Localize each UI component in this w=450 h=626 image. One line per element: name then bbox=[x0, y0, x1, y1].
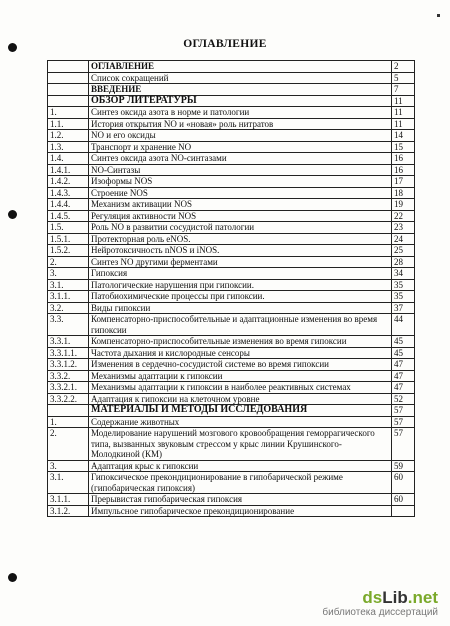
toc-page-number: 25 bbox=[392, 245, 415, 257]
toc-page-number: 11 bbox=[392, 107, 415, 119]
toc-page-number: 11 bbox=[392, 118, 415, 130]
toc-entry-text: Адаптация крыс к гипоксии bbox=[89, 460, 392, 472]
toc-page-number: 52 bbox=[392, 393, 415, 405]
toc-page-number: 5 bbox=[392, 72, 415, 84]
toc-page-number: 45 bbox=[392, 347, 415, 359]
toc-number: 1.4. bbox=[48, 153, 89, 165]
toc-row bbox=[48, 95, 415, 107]
toc-number bbox=[48, 95, 89, 107]
toc-row bbox=[48, 505, 415, 517]
toc-row bbox=[48, 153, 415, 165]
watermark-subtitle: библиотека диссертаций bbox=[322, 607, 438, 618]
toc-entry-text: МАТЕРИАЛЫ И МЕТОДЫ ИССЛЕДОВАНИЯ bbox=[89, 405, 392, 417]
toc-page-number: 57 bbox=[392, 405, 415, 417]
toc-number: 1.2. bbox=[48, 130, 89, 142]
toc-page-number: 15 bbox=[392, 141, 415, 153]
toc-row bbox=[48, 314, 415, 336]
toc-entry-text: Механизмы адаптации к гипоксии в наиболее реактивных системах bbox=[89, 382, 392, 394]
toc-row bbox=[48, 141, 415, 153]
toc-page-number: 16 bbox=[392, 153, 415, 165]
toc-page-number: 16 bbox=[392, 164, 415, 176]
toc-page-number: 45 bbox=[392, 336, 415, 348]
toc-page-number: 35 bbox=[392, 291, 415, 303]
toc-number bbox=[48, 405, 89, 417]
toc-row bbox=[48, 245, 415, 257]
toc-row bbox=[48, 199, 415, 211]
toc-entry-text: NO-Синтазы bbox=[89, 164, 392, 176]
toc-page-number: 57 bbox=[392, 428, 415, 461]
toc-row bbox=[48, 176, 415, 188]
toc-number: 1.3. bbox=[48, 141, 89, 153]
toc-number: 3.1. bbox=[48, 472, 89, 494]
toc-page-number: 17 bbox=[392, 176, 415, 188]
toc-row bbox=[48, 107, 415, 119]
toc-page-number: 60 bbox=[392, 472, 415, 494]
toc-number: 1.4.4. bbox=[48, 199, 89, 211]
toc-row bbox=[48, 416, 415, 428]
toc-entry-text: Механизм активации NOS bbox=[89, 199, 392, 211]
toc-row bbox=[48, 347, 415, 359]
toc-entry-text: Моделирование нарушений мозгового кровообращения геморрагического типа, вызванных звуковым стрессом у крыс линии Крушинского-Молодкиной (КМ) bbox=[89, 428, 392, 461]
toc-row bbox=[48, 233, 415, 245]
toc-page-number: 47 bbox=[392, 382, 415, 394]
toc-page-number: 24 bbox=[392, 233, 415, 245]
toc-number: 1.5.2. bbox=[48, 245, 89, 257]
toc-number bbox=[48, 61, 89, 73]
toc-row bbox=[48, 460, 415, 472]
toc-row bbox=[48, 118, 415, 130]
scan-mark bbox=[437, 14, 440, 17]
toc-entry-text: ВВЕДЕНИЕ bbox=[89, 84, 392, 96]
toc-entry-text: Виды гипоксии bbox=[89, 302, 392, 314]
toc-row bbox=[48, 393, 415, 405]
toc-entry-text: История открытия NO и «новая» роль нитратов bbox=[89, 118, 392, 130]
toc-number: 1. bbox=[48, 416, 89, 428]
toc-row bbox=[48, 164, 415, 176]
toc-page-number: 47 bbox=[392, 370, 415, 382]
toc-number: 3. bbox=[48, 460, 89, 472]
toc-entry-text: Регуляция активности NOS bbox=[89, 210, 392, 222]
toc-page-number: 44 bbox=[392, 314, 415, 336]
toc-entry-text: Гипоксия bbox=[89, 268, 392, 280]
toc-page-number: 14 bbox=[392, 130, 415, 142]
toc-page-number: 60 bbox=[392, 494, 415, 506]
toc-row bbox=[48, 370, 415, 382]
toc-entry-text: Протекторная роль eNOS. bbox=[89, 233, 392, 245]
toc-entry-text: Адаптация к гипоксии на клеточном уровне bbox=[89, 393, 392, 405]
toc-page-number: 37 bbox=[392, 302, 415, 314]
punch-hole bbox=[8, 573, 17, 582]
toc-row bbox=[48, 302, 415, 314]
toc-row bbox=[48, 61, 415, 73]
toc-row bbox=[48, 336, 415, 348]
dslib-logo: dsLib.net bbox=[362, 588, 438, 607]
toc-row bbox=[48, 84, 415, 96]
toc-entry-text: Механизмы адаптации к гипоксии bbox=[89, 370, 392, 382]
toc-page-number: 23 bbox=[392, 222, 415, 234]
toc-number: 3.3.1. bbox=[48, 336, 89, 348]
toc-page-number: 28 bbox=[392, 256, 415, 268]
toc-entry-text: Компенсаторно-приспособительные и адаптационные изменения во время гипоксии bbox=[89, 314, 392, 336]
toc-row bbox=[48, 130, 415, 142]
toc-number: 3.3.2.1. bbox=[48, 382, 89, 394]
toc-page-number: 11 bbox=[392, 95, 415, 107]
toc-entry-text: Патологические нарушения при гипоксии. bbox=[89, 279, 392, 291]
toc-entry-text: ОБЗОР ЛИТЕРАТУРЫ bbox=[89, 95, 392, 107]
toc-number: 3.1.1. bbox=[48, 291, 89, 303]
toc-row bbox=[48, 494, 415, 506]
toc-row bbox=[48, 291, 415, 303]
toc-number: 3.1.2. bbox=[48, 505, 89, 517]
toc-row bbox=[48, 428, 415, 461]
toc-entry-text: NO и его оксиды bbox=[89, 130, 392, 142]
toc-row bbox=[48, 210, 415, 222]
toc-page-number: 2 bbox=[392, 61, 415, 73]
toc-number: 3.3.2. bbox=[48, 370, 89, 382]
toc-entry-text: Содержание животных bbox=[89, 416, 392, 428]
toc-number: 3.1. bbox=[48, 279, 89, 291]
punch-hole bbox=[8, 210, 17, 219]
toc-entry-text: Строение NOS bbox=[89, 187, 392, 199]
toc-row bbox=[48, 187, 415, 199]
toc-row bbox=[48, 256, 415, 268]
toc-entry-text: Частота дыхания и кислородные сенсоры bbox=[89, 347, 392, 359]
toc-number: 1.4.1. bbox=[48, 164, 89, 176]
toc-entry-text: Изменения в сердечно-сосудистой системе во время гипоксии bbox=[89, 359, 392, 371]
toc-entry-text: Гипоксическое прекондиционирование в гипобарической режиме (гипобарическая гипоксия) bbox=[89, 472, 392, 494]
toc-number bbox=[48, 84, 89, 96]
toc-number: 3.2. bbox=[48, 302, 89, 314]
toc-number: 1.4.3. bbox=[48, 187, 89, 199]
toc-entry-text: Роль NO в развитии сосудистой патологии bbox=[89, 222, 392, 234]
toc-page-number: 19 bbox=[392, 199, 415, 211]
toc-row bbox=[48, 279, 415, 291]
toc-number bbox=[48, 72, 89, 84]
toc-number: 3.3.2.2. bbox=[48, 393, 89, 405]
toc-row bbox=[48, 472, 415, 494]
page-title: ОГЛАВЛЕНИЕ bbox=[183, 38, 267, 50]
toc-number: 3.3.1.1. bbox=[48, 347, 89, 359]
toc-row bbox=[48, 268, 415, 280]
toc-entry-text: Нейротоксичность nNOS и iNOS. bbox=[89, 245, 392, 257]
toc-entry-text: Прерывистая гипобарическая гипоксия bbox=[89, 494, 392, 506]
toc-number: 1.4.5. bbox=[48, 210, 89, 222]
toc-page-number: 47 bbox=[392, 359, 415, 371]
toc-number: 3.3. bbox=[48, 314, 89, 336]
toc-entry-text: Синтез оксида азота в норме и патологии bbox=[89, 107, 392, 119]
toc-entry-text: Список сокращений bbox=[89, 72, 392, 84]
toc-number: 1.4.2. bbox=[48, 176, 89, 188]
toc-row bbox=[48, 405, 415, 417]
toc-page-number: 35 bbox=[392, 279, 415, 291]
toc-number: 3.3.1.2. bbox=[48, 359, 89, 371]
toc-page-number: 34 bbox=[392, 268, 415, 280]
toc-number: 2. bbox=[48, 256, 89, 268]
toc-number: 1.5. bbox=[48, 222, 89, 234]
toc-number: 2. bbox=[48, 428, 89, 461]
toc-page-number: 57 bbox=[392, 416, 415, 428]
toc-page-number: 59 bbox=[392, 460, 415, 472]
toc-number: 3.1.1. bbox=[48, 494, 89, 506]
toc-number: 1.5.1. bbox=[48, 233, 89, 245]
toc-page-number: 22 bbox=[392, 210, 415, 222]
toc-entry-text: Транспорт и хранение NO bbox=[89, 141, 392, 153]
toc-entry-text: Синтез оксида азота NO-синтазами bbox=[89, 153, 392, 165]
toc-number: 1. bbox=[48, 107, 89, 119]
toc-row bbox=[48, 382, 415, 394]
toc-entry-text: Патобиохимические процессы при гипоксии. bbox=[89, 291, 392, 303]
toc-page-number: 7 bbox=[392, 84, 415, 96]
toc-entry-text: Изоформы NOS bbox=[89, 176, 392, 188]
toc-row bbox=[48, 359, 415, 371]
toc-entry-text: Импульсное гипобарическое прекондиционирование bbox=[89, 505, 392, 517]
toc-entry-text: Синтез NO другими ферментами bbox=[89, 256, 392, 268]
watermark bbox=[322, 589, 438, 618]
toc-table bbox=[47, 60, 415, 517]
toc-entry-text: Компенсаторно-приспособительные изменения во время гипоксии bbox=[89, 336, 392, 348]
toc-number: 3. bbox=[48, 268, 89, 280]
toc-page-number: 18 bbox=[392, 187, 415, 199]
toc-row bbox=[48, 222, 415, 234]
toc-row bbox=[48, 72, 415, 84]
toc-entry-text: ОГЛАВЛЕНИЕ bbox=[89, 61, 392, 73]
toc-number: 1.1. bbox=[48, 118, 89, 130]
toc-page-number bbox=[392, 505, 415, 517]
